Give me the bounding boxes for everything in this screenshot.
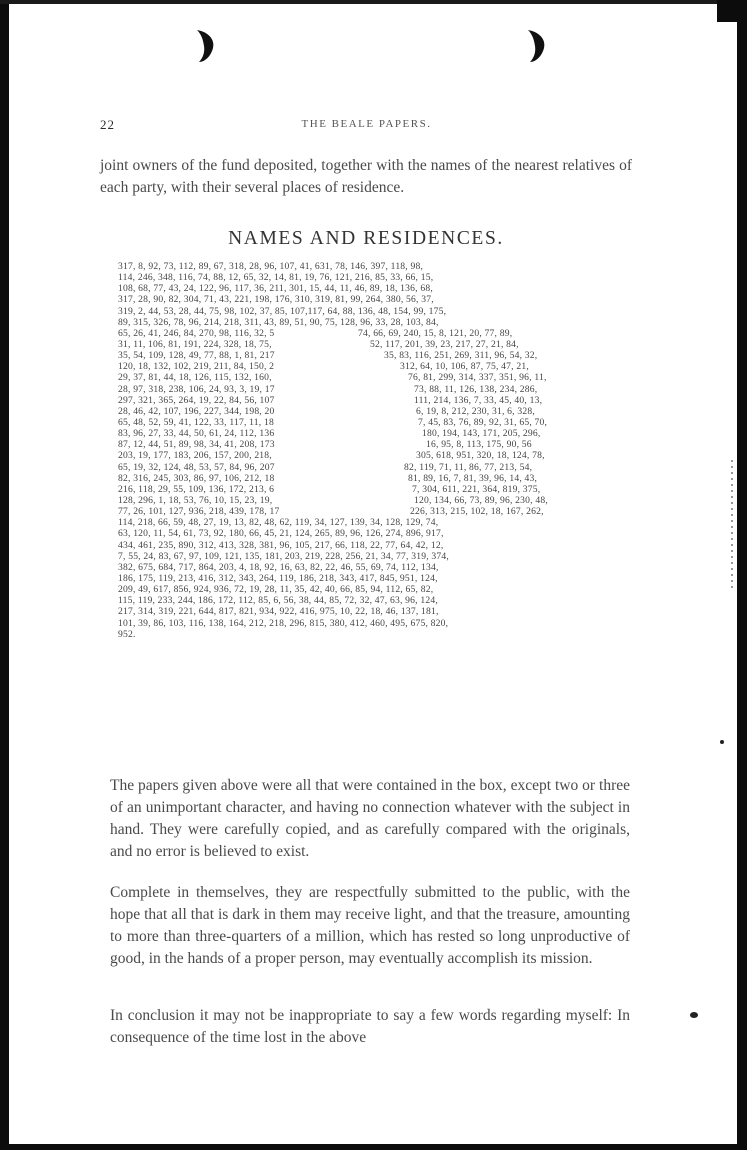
cipher-split-line [118, 339, 630, 350]
cipher-line-left: 77, 26, 101, 127, 936, 218, 439, 178, 17 [118, 506, 280, 518]
cipher-line: 101, 39, 86, 103, 116, 138, 164, 212, 218, 296, 815, 380, 412, 460, 495, 675, 820, [118, 617, 449, 629]
cipher-line-right: 111, 214, 136, 7, 33, 45, 40, 13, [414, 394, 543, 406]
cipher-line: 186, 175, 119, 213, 416, 312, 343, 264, 119, 186, 218, 343, 417, 845, 951, 124, [118, 572, 438, 584]
cipher-block [118, 261, 630, 640]
ink-speck [720, 740, 724, 744]
binding-hole-right-icon [524, 28, 546, 64]
scan-noise-line [731, 460, 733, 590]
page-header [100, 117, 633, 135]
cipher-line: 89, 315, 326, 78, 96, 214, 218, 311, 43, 89, 51, 90, 75, 128, 96, 33, 28, 103, 84, [118, 316, 439, 328]
cipher-line-right: 16, 95, 8, 113, 175, 90, 56 [426, 439, 532, 451]
cipher-split-line [118, 506, 630, 517]
cipher-line: 7, 55, 24, 83, 67, 97, 109, 121, 135, 181, 203, 219, 228, 256, 21, 34, 77, 319, 374, [118, 550, 449, 562]
scan-corner-shadow [717, 0, 747, 22]
running-title: THE BEALE PAPERS. [301, 118, 432, 130]
cipher-line-right: 180, 194, 143, 171, 205, 296, [422, 428, 541, 440]
cipher-split-line [118, 484, 630, 495]
cipher-line: 217, 314, 319, 221, 644, 817, 821, 934, 922, 416, 975, 10, 22, 18, 46, 137, 181, [118, 606, 439, 618]
cipher-line: 115, 119, 233, 244, 186, 172, 112, 85, 6, 56, 38, 44, 85, 72, 32, 47, 63, 96, 124, [118, 595, 438, 607]
cipher-line: 317, 8, 92, 73, 112, 89, 67, 318, 28, 96, 107, 41, 631, 78, 146, 397, 118, 98, [118, 261, 424, 272]
cipher-line-left: 31, 11, 106, 81, 191, 224, 328, 18, 75, [118, 338, 272, 350]
cipher-line-right: 52, 117, 201, 39, 23, 217, 27, 21, 84, [370, 338, 519, 350]
cipher-line: 63, 120, 11, 54, 61, 73, 92, 180, 66, 45, 21, 124, 265, 89, 96, 126, 274, 896, 917, [118, 528, 444, 540]
cipher-split-line [118, 328, 630, 339]
cipher-split-line [118, 495, 630, 506]
page-number: 22 [100, 117, 115, 132]
cipher-line-left: 128, 296, 1, 18, 53, 76, 10, 15, 23, 19, [118, 494, 273, 506]
cipher-line-left: 65, 26, 41, 246, 84, 270, 98, 116, 32, 5 [118, 327, 275, 339]
cipher-line-right: 81, 89, 16, 7, 81, 39, 96, 14, 43, [408, 472, 538, 484]
cipher-split-line [118, 384, 630, 395]
cipher-line-right: 305, 618, 951, 320, 18, 124, 78, [416, 450, 545, 462]
cipher-line-left: 297, 321, 365, 264, 19, 22, 84, 56, 107 [118, 394, 275, 406]
cipher-line: 114, 218, 66, 59, 48, 27, 19, 13, 82, 48, 62, 119, 34, 127, 139, 34, 128, 129, 74, [118, 517, 439, 529]
scan-border-top [0, 0, 747, 4]
binding-hole-left-icon [193, 28, 215, 64]
cipher-line-left: 35, 54, 109, 128, 49, 77, 88, 1, 81, 217 [118, 350, 275, 362]
cipher-split-line [118, 372, 630, 383]
cipher-split-line [118, 361, 630, 372]
cipher-split-line [118, 417, 630, 428]
scan-border-right [737, 0, 747, 1150]
cipher-line: 319, 2, 44, 53, 28, 44, 75, 98, 102, 37, 85, 107,117, 64, 88, 136, 48, 154, 99, 175, [118, 305, 447, 317]
cipher-line-left: 203, 19, 177, 183, 206, 157, 200, 218, [118, 450, 272, 462]
cipher-line: 317, 28, 90, 82, 304, 71, 43, 221, 198, 176, 310, 319, 81, 99, 264, 380, 56, 37, [118, 294, 434, 306]
cipher-line-right: 120, 134, 66, 73, 89, 96, 230, 48, [414, 494, 548, 506]
cipher-line-left: 120, 18, 132, 102, 219, 211, 84, 150, 2 [118, 361, 275, 373]
cipher-line: 114, 246, 348, 116, 74, 88, 12, 65, 32, 14, 81, 19, 76, 121, 216, 85, 33, 66, 15, [118, 272, 434, 284]
cipher-line: 434, 461, 235, 890, 312, 413, 328, 381, 96, 105, 217, 66, 118, 22, 77, 64, 42, 12, [118, 539, 444, 551]
ink-speck [690, 1012, 698, 1018]
complete-paragraph: Complete in themselves, they are respectfully submitted to the public, with the hope that all that is dark in them may receive light, and that the treasure, amounting to more than three-quarters of a million, which has rested so long unproductive of good, in the hands of a proper person, may eventually accomplish its mission. [110, 884, 630, 967]
cipher-line-left: 29, 37, 81, 44, 18, 126, 115, 132, 160, [118, 372, 272, 384]
intro-paragraph: joint owners of the fund deposited, together with the names of the nearest relatives of each party, with their several places of residence. [100, 157, 632, 196]
cipher-line-right: 226, 313, 215, 102, 18, 167, 262, [410, 506, 544, 518]
cipher-line: 952. [118, 628, 136, 640]
cipher-line: 108, 68, 77, 43, 24, 122, 96, 117, 36, 211, 301, 15, 44, 11, 46, 89, 18, 136, 68, [118, 283, 433, 295]
cipher-line-right: 74, 66, 69, 240, 15, 8, 121, 20, 77, 89, [358, 327, 513, 339]
cipher-line: 382, 675, 684, 717, 864, 203, 4, 18, 92, 16, 63, 82, 22, 46, 55, 69, 74, 112, 134, [118, 561, 439, 573]
cipher-split-line [118, 450, 630, 461]
cipher-line: 209, 49, 617, 856, 924, 936, 72, 19, 28, 11, 35, 42, 40, 66, 85, 94, 112, 65, 82, [118, 584, 434, 596]
cipher-line-right: 7, 304, 611, 221, 364, 819, 375, [412, 483, 541, 495]
cipher-line-right: 6, 19, 8, 212, 230, 31, 6, 328, [416, 405, 535, 417]
cipher-line-left: 216, 118, 29, 55, 109, 136, 172, 213, 6 [118, 483, 275, 495]
cipher-line-left: 28, 97, 318, 238, 106, 24, 93, 3, 19, 17 [118, 383, 275, 395]
scan-border-left [0, 0, 9, 1150]
cipher-line-left: 65, 48, 52, 59, 41, 122, 33, 117, 11, 18 [118, 416, 274, 428]
cipher-split-line [118, 462, 630, 473]
cipher-line-right: 312, 64, 10, 106, 87, 75, 47, 21, [400, 361, 529, 373]
conclusion-paragraph: In conclusion it may not be inappropriate to say a few words regarding myself: In consequence of the time lost in the above [110, 1007, 630, 1046]
scan-border-bottom [0, 1144, 747, 1150]
cipher-split-line [118, 395, 630, 406]
cipher-line-left: 82, 316, 245, 303, 86, 97, 106, 212, 18 [118, 472, 275, 484]
cipher-split-line [118, 473, 630, 484]
cipher-line-right: 7, 45, 83, 76, 89, 92, 31, 65, 70, [418, 416, 548, 428]
cipher-line-left: 87, 12, 44, 51, 89, 98, 34, 41, 208, 173 [118, 439, 275, 451]
cipher-split-line [118, 428, 630, 439]
cipher-line-right: 35, 83, 116, 251, 269, 311, 96, 54, 32, [384, 350, 538, 362]
cipher-line-right: 73, 88, 11, 126, 138, 234, 286, [414, 383, 538, 395]
cipher-line-left: 65, 19, 32, 124, 48, 53, 57, 84, 96, 207 [118, 461, 275, 473]
cipher-split-line [118, 406, 630, 417]
cipher-line-right: 76, 81, 299, 314, 337, 351, 96, 11, [408, 372, 547, 384]
cipher-split-line [118, 350, 630, 361]
cipher-line-left: 28, 46, 42, 107, 196, 227, 344, 198, 20 [118, 405, 275, 417]
cipher-split-line [118, 439, 630, 450]
cipher-line-left: 83, 96, 27, 33, 44, 50, 61, 24, 112, 136 [118, 428, 275, 440]
cipher-line-right: 82, 119, 71, 11, 86, 77, 213, 54, [404, 461, 533, 473]
section-title: NAMES AND RESIDENCES. [228, 228, 504, 249]
papers-paragraph: The papers given above were all that were contained in the box, except two or three of an unimportant character, and having no connection whatever with the subject in hand. They were carefully copied, and as carefully compared with the originals, and no error is believed to exist. [110, 777, 630, 860]
